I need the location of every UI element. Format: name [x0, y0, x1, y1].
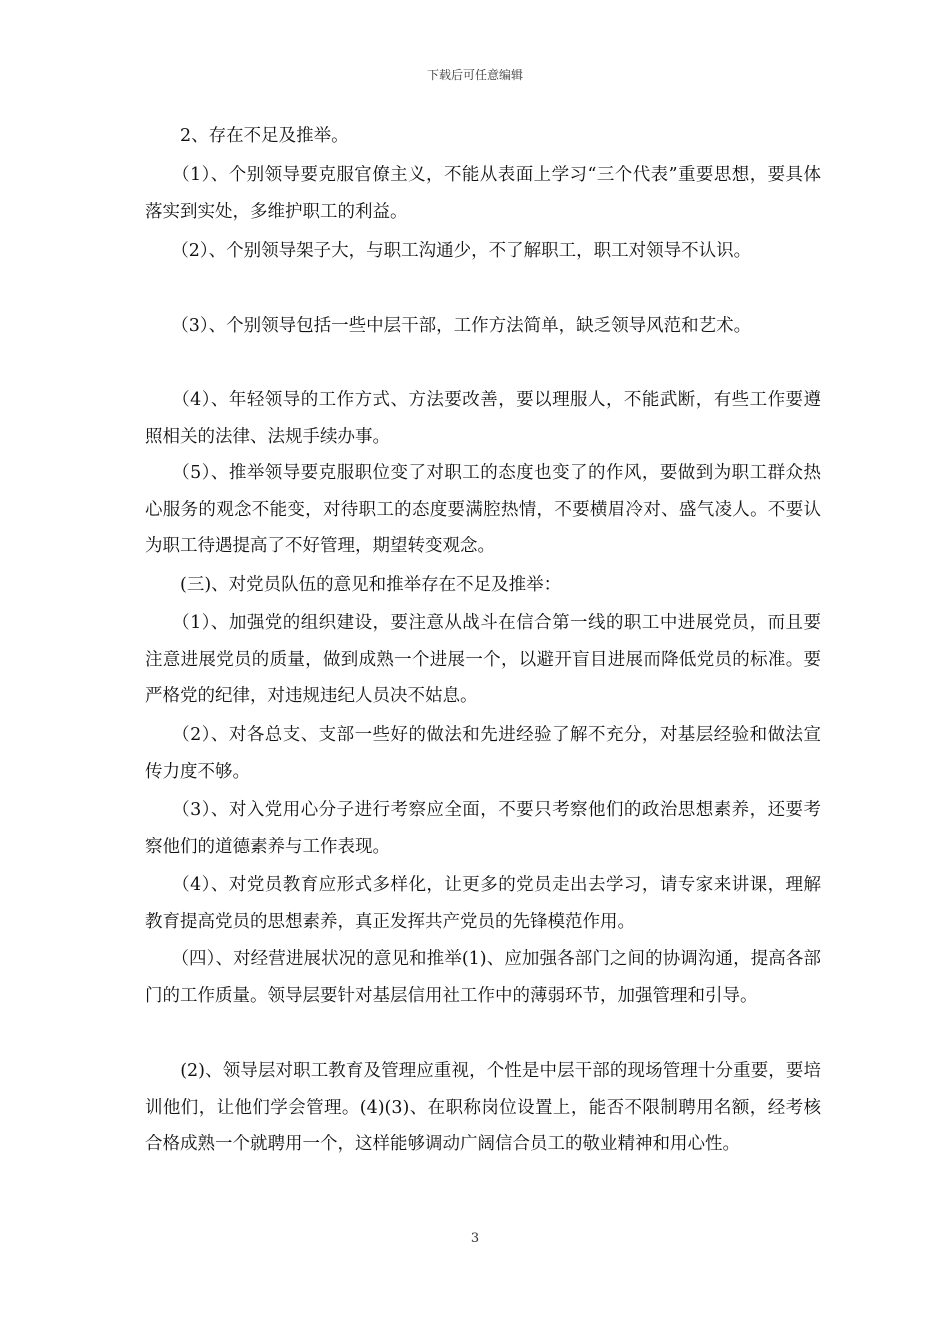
paragraph-10: （3）、对入党用心分子进行考察应全面，不要只考察他们的政治思想素养，还要考察他们的道德素养与工作表现。 — [145, 800, 821, 857]
paragraph-7: (三)、对党员队伍的意见和推举存在不足及推举： — [145, 575, 562, 595]
paragraph-9: （2）、对各总支、支部一些好的做法和先进经验了解不充分，对基层经验和做法宣传力度不够。 — [145, 725, 821, 782]
paragraph-2: （1）、个别领导要克服官僚主义，不能从表面上学习“三个代表”重要思想，要具体落实到实处，多维护职工的利益。 — [145, 165, 821, 222]
page-number: 3 — [470, 1231, 480, 1246]
paragraph-6: （5）、推举领导要克服职位变了对职工的态度也变了的作风，要做到为职工群众热心服务的观念不能变，对待职工的态度要满腔热情，不要横眉冷对、盛气凌人。不要认为职工待遇提高了不好管理，期望转变观念。 — [145, 463, 821, 556]
paragraph-5: （4）、年轻领导的工作方式、方法要改善，要以理服人，不能武断，有些工作要遵照相关的法律、法规手续办事。 — [145, 390, 821, 447]
paragraph-8: （1）、加强党的组织建设，要注意从战斗在信合第一线的职工中进展党员，而且要注意进展党员的质量，做到成熟一个进展一个，以避开盲目进展而降低党员的标准。要严格党的纪律，对违规违纪人员决不姑息。 — [145, 613, 821, 706]
paragraph-11: （4）、对党员教育应形式多样化，让更多的党员走出去学习，请专家来讲课，理解教育提高党员的思想素养，真正发挥共产党员的先锋模范作用。 — [145, 875, 821, 932]
page-header: 下载后可任意编辑 — [426, 68, 523, 82]
paragraph-12: （四）、对经营进展状况的意见和推举(1)、应加强各部门之间的协调沟通，提高各部门的工作质量。领导层要针对基层信用社工作中的薄弱环节，加强管理和引导。 — [145, 949, 821, 1006]
paragraph-1: 2、存在不足及推举。 — [145, 126, 349, 146]
paragraph-13: (2)、领导层对职工教育及管理应重视，个性是中层干部的现场管理十分重要，要培训他们，让他们学会管理。(4)(3)、在职称岗位设置上，能否不限制聘用名额，经考核合格成熟一个就聘用一个，这样能够调动广阔信合员工的敬业精神和用心性。 — [145, 1061, 821, 1154]
paragraph-4: （3）、个别领导包括一些中层干部，工作方法简单，缺乏领导风范和艺术。 — [145, 316, 752, 336]
paragraph-3: （2）、个别领导架子大，与职工沟通少，不了解职工，职工对领导不认识。 — [145, 241, 752, 261]
